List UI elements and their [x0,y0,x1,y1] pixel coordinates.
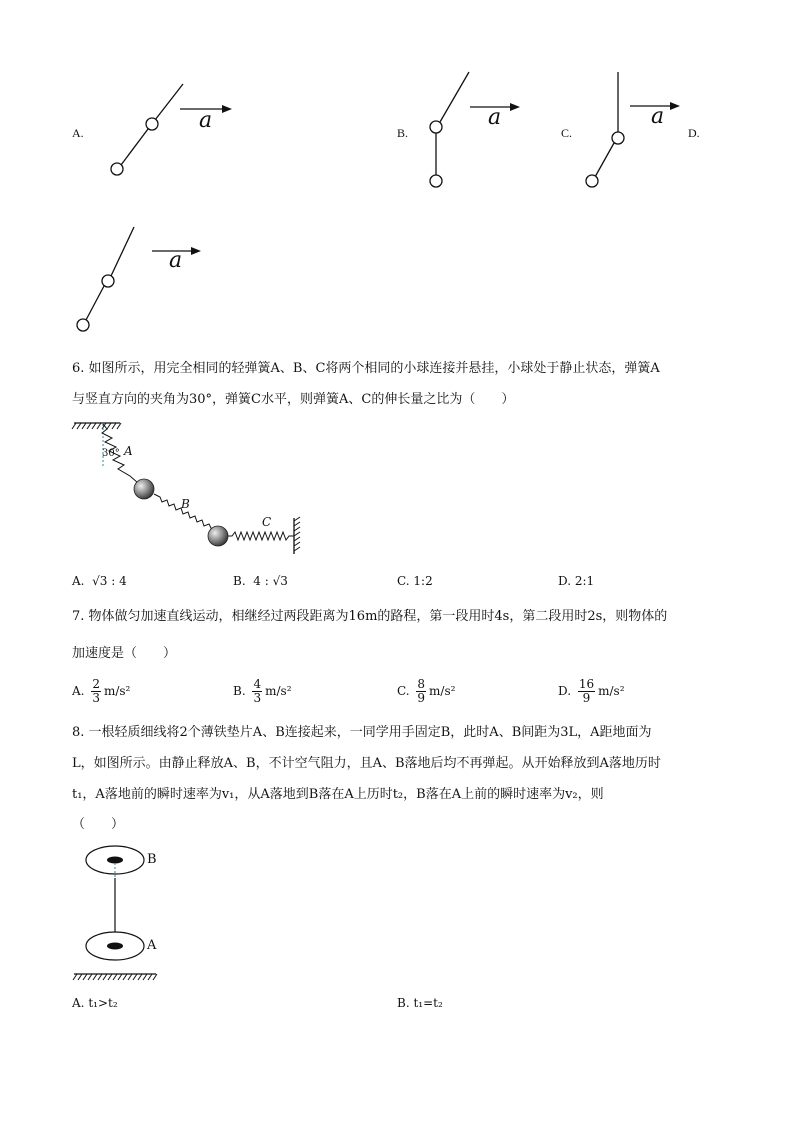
q6-stem-line1: 6. 如图所示，用完全相同的轻弹簧A、B、C将两个相同的小球连接并悬挂，小球处于静止状态，弹簧A [72,361,660,376]
q5-figure-c [585,72,705,192]
q6-option-c[interactable]: C. 1:2 [397,574,433,588]
q5-c-accel-label: a [651,104,665,129]
q5-option-a-label[interactable]: A. [72,126,84,140]
q8-option-b[interactable]: B. t₁=t₂ [397,996,443,1010]
q8-washer-b-label: B [147,852,157,867]
q8-washer-a-label: A [147,938,157,953]
q8-stem-line4: （ ） [72,817,125,832]
lower-ball [208,526,228,546]
q5-figure-b [425,70,545,190]
q8-stem-line1: 8. 一根轻质细线将2个薄铁垫片A、B连接起来，一同学用手固定B，此时A、B间距为3L，A距地面为 [72,725,652,740]
q7-option-c[interactable]: C. $\frac{8}{9}$ m/s² [397,677,456,705]
q6-spring-a-label: A [124,444,133,458]
q7-stem-line2: 加速度是（ ） [72,646,177,661]
q7-option-b[interactable]: B. $\frac{4}{3}$ m/s² [233,677,292,705]
q5-option-b-label[interactable]: B. [397,126,409,140]
upper-ball [134,479,154,499]
q7-option-d[interactable]: D. $\frac{16}{9}$ m/s² [558,677,625,705]
q6-option-d[interactable]: D. 2:1 [558,574,595,588]
ball-lower [111,163,123,175]
q6-stem-line2: 与竖直方向的夹角为30°，弹簧C水平，则弹簧A、C的伸长量之比为（ ） [72,392,515,407]
q5-figure-d [70,225,210,335]
q5-option-d-label[interactable]: D. [688,126,700,140]
q7-option-a[interactable]: A. $\frac{2}{3}$ m/s² [72,677,131,705]
q7-stem-line1: 7. 物体做匀加速直线运动，相继经过两段距离为16m的路程，第一段用时4s，第二段用时2s，则物体的 [72,609,668,624]
q8-stem-line2: L，如图所示。由静止释放A、B，不计空气阻力，且A、B落地后均不再弹起。从开始释放到A落地历时 [72,756,661,771]
q6-option-b[interactable]: B. 4 : √3 [233,574,288,588]
q6-angle-label: 30° [102,448,120,459]
q5-b-accel-label: a [488,105,502,130]
q6-option-a[interactable]: A. √3 : 4 [72,574,127,588]
q5-d-accel-label: a [169,248,183,273]
q8-option-a[interactable]: A. t₁>t₂ [72,996,118,1010]
ball-upper [146,118,158,130]
q5-option-c-label[interactable]: C. [561,126,573,140]
q8-stem-line3: t₁，A落地前的瞬时速率为v₁，从A落地到B落在A上历时t₂，B落在A上前的瞬时速率为v₂，则 [72,787,604,802]
q6-spring-figure [72,420,312,555]
q5-a-accel-label: a [199,108,213,133]
q8-washer-figure [72,843,172,983]
q6-spring-b-label: B [181,497,190,511]
q6-spring-c-label: C [262,515,272,529]
q5-figure-a [105,78,265,188]
